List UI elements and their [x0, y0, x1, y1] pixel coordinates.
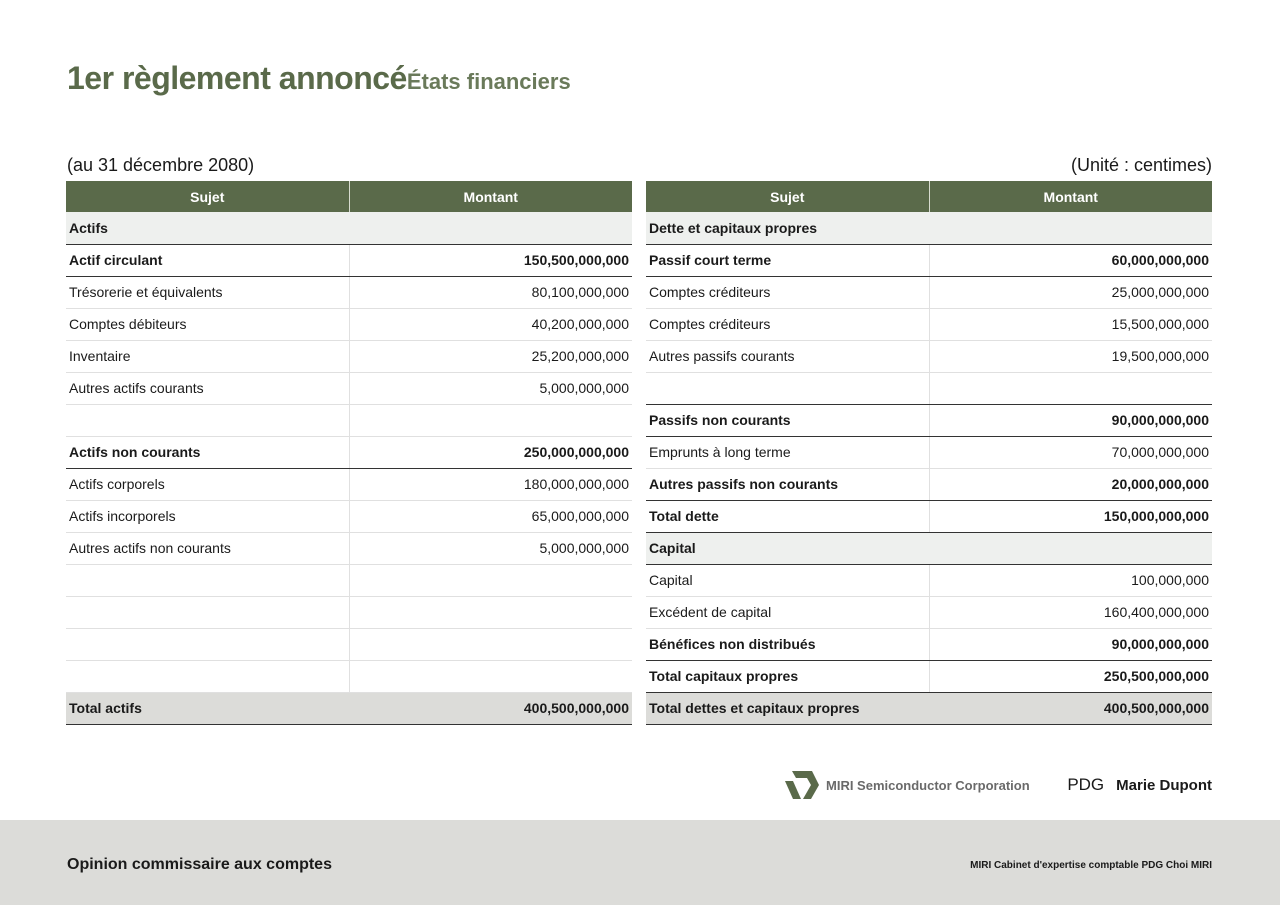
col-amount: Montant: [929, 181, 1212, 212]
table-row: [66, 436, 632, 468]
row-amount: 40,200,000,000: [349, 308, 632, 340]
row-amount: 400,500,000,000: [929, 692, 1212, 724]
row-amount: 15,500,000,000: [929, 308, 1212, 340]
row-label: [66, 660, 349, 692]
row-label: [646, 372, 929, 404]
table-row: [646, 404, 1212, 436]
row-label: Comptes créditeurs: [646, 276, 929, 308]
row-amount: [929, 212, 1212, 244]
table-row: [646, 244, 1212, 276]
row-amount: [349, 564, 632, 596]
table-row: [66, 660, 632, 692]
table-row: [66, 692, 632, 724]
table-row: [66, 372, 632, 404]
table-row: [646, 276, 1212, 308]
signer-role: PDG: [1067, 775, 1105, 794]
row-label: Total actifs: [66, 692, 349, 724]
row-amount: 100,000,000: [929, 564, 1212, 596]
row-amount: 250,500,000,000: [929, 660, 1212, 692]
row-amount: 20,000,000,000: [929, 468, 1212, 500]
row-amount: 150,000,000,000: [929, 500, 1212, 532]
table-row: [66, 596, 632, 628]
auditor-firm: MIRI Cabinet d'expertise comptable PDG Choi MIRI: [970, 860, 1212, 871]
row-amount: [349, 596, 632, 628]
signature-block: [784, 768, 1212, 802]
title-main: 1er règlement annoncé: [67, 60, 407, 96]
table-row: [66, 500, 632, 532]
logo-icon: [784, 769, 820, 801]
table-row: [646, 468, 1212, 500]
table-row: [646, 692, 1212, 724]
row-label: Actifs corporels: [66, 468, 349, 500]
table-row: [66, 340, 632, 372]
row-label: Autres actifs non courants: [66, 532, 349, 564]
table-row: [646, 532, 1212, 564]
table-row: [66, 628, 632, 660]
page-title: [67, 60, 571, 97]
table-row: [646, 340, 1212, 372]
row-label: Total dettes et capitaux propres: [646, 692, 929, 724]
col-subject: Sujet: [646, 181, 929, 212]
table-row: [646, 660, 1212, 692]
row-amount: [929, 532, 1212, 564]
col-subject: Sujet: [66, 181, 349, 212]
row-amount: [349, 404, 632, 436]
row-label: Actifs: [66, 212, 349, 244]
row-amount: 5,000,000,000: [349, 532, 632, 564]
row-label: Comptes débiteurs: [66, 308, 349, 340]
row-amount: 5,000,000,000: [349, 372, 632, 404]
row-label: Autres passifs courants: [646, 340, 929, 372]
row-label: Bénéfices non distribués: [646, 628, 929, 660]
table-row: [66, 212, 632, 244]
row-amount: 60,000,000,000: [929, 244, 1212, 276]
row-label: Passif court terme: [646, 244, 929, 276]
row-label: Emprunts à long terme: [646, 436, 929, 468]
auditor-opinion: Opinion commissaire aux comptes: [67, 856, 332, 873]
unit-label: (Unité : centimes): [1070, 155, 1212, 175]
row-amount: 25,200,000,000: [349, 340, 632, 372]
table-row: [646, 436, 1212, 468]
row-label: Actifs incorporels: [66, 500, 349, 532]
row-amount: 180,000,000,000: [349, 468, 632, 500]
company-logo: [784, 769, 1030, 801]
row-amount: 25,000,000,000: [929, 276, 1212, 308]
table-row: [646, 372, 1212, 404]
row-amount: 90,000,000,000: [929, 404, 1212, 436]
row-label: Excédent de capital: [646, 596, 929, 628]
row-label: Passifs non courants: [646, 404, 929, 436]
row-label: Autres passifs non courants: [646, 468, 929, 500]
company-name: MIRI Semiconductor Corporation: [826, 777, 1030, 793]
signer-name: Marie Dupont: [1116, 776, 1212, 794]
row-label: Total dette: [646, 500, 929, 532]
row-label: Autres actifs courants: [66, 372, 349, 404]
row-amount: 70,000,000,000: [929, 436, 1212, 468]
row-amount: 19,500,000,000: [929, 340, 1212, 372]
row-amount: [349, 628, 632, 660]
row-label: [66, 628, 349, 660]
row-amount: 65,000,000,000: [349, 500, 632, 532]
table-row: [66, 276, 632, 308]
row-amount: 80,100,000,000: [349, 276, 632, 308]
title-sub: États financiers: [406, 69, 571, 94]
row-amount: 90,000,000,000: [929, 628, 1212, 660]
footer: [0, 820, 1280, 905]
row-amount: 160,400,000,000: [929, 596, 1212, 628]
table-row: [646, 308, 1212, 340]
row-label: Comptes créditeurs: [646, 308, 929, 340]
table-row: [646, 500, 1212, 532]
row-label: Capital: [646, 532, 929, 564]
row-amount: 400,500,000,000: [349, 692, 632, 724]
table-row: [646, 628, 1212, 660]
row-amount: [929, 372, 1212, 404]
report-date: (au 31 décembre 2080): [67, 155, 255, 175]
row-label: Dette et capitaux propres: [646, 212, 929, 244]
row-label: [66, 404, 349, 436]
row-label: [66, 596, 349, 628]
row-label: Capital: [646, 564, 929, 596]
table-row: [66, 564, 632, 596]
row-amount: [349, 660, 632, 692]
table-row: [646, 596, 1212, 628]
col-amount: Montant: [349, 181, 632, 212]
row-label: Inventaire: [66, 340, 349, 372]
row-amount: 150,500,000,000: [349, 244, 632, 276]
row-label: [66, 564, 349, 596]
row-label: Trésorerie et équivalents: [66, 276, 349, 308]
table-row: [66, 404, 632, 436]
table-row: [66, 244, 632, 276]
table-row: [66, 308, 632, 340]
liabilities-table: [646, 181, 1212, 725]
row-label: Actifs non courants: [66, 436, 349, 468]
row-label: Actif circulant: [66, 244, 349, 276]
row-amount: [349, 212, 632, 244]
assets-table: [66, 181, 632, 725]
row-label: Total capitaux propres: [646, 660, 929, 692]
table-row: [646, 564, 1212, 596]
table-row: [66, 532, 632, 564]
row-amount: 250,000,000,000: [349, 436, 632, 468]
table-row: [66, 468, 632, 500]
table-row: [646, 212, 1212, 244]
